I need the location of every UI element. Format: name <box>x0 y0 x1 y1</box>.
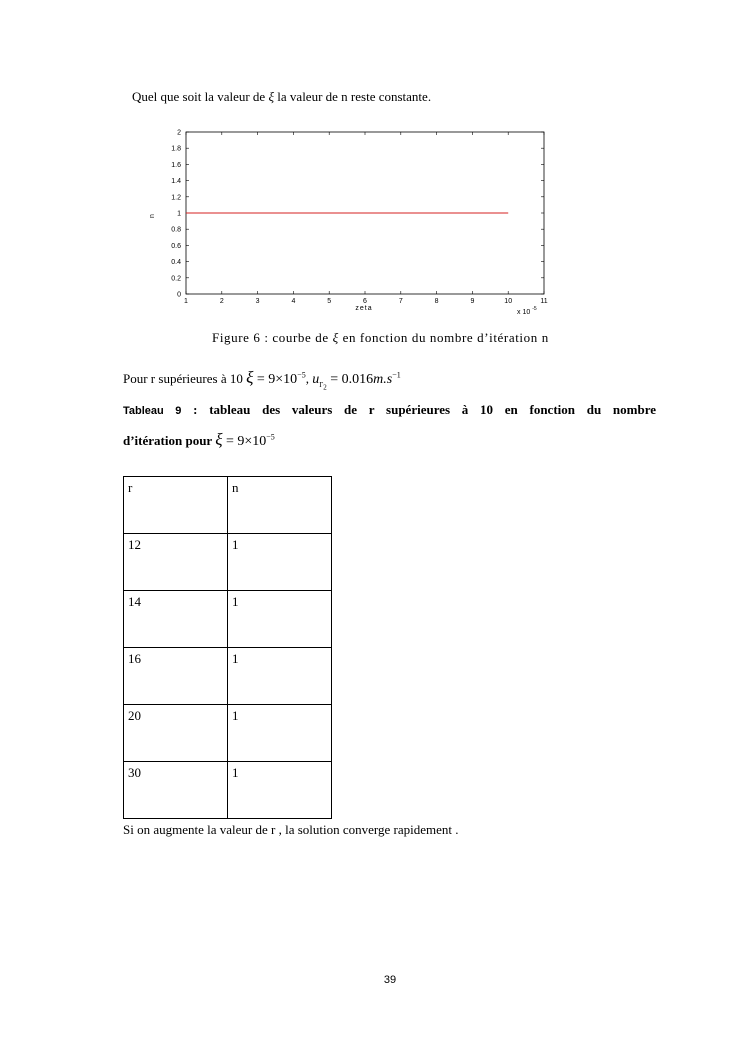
table-caption-text: : tableau des valeurs de r supérieures à 10 en fonction du nombre <box>193 402 656 417</box>
table-header-row <box>124 477 332 534</box>
table-header-cell: r <box>124 477 228 534</box>
table-cell: 20 <box>124 705 228 762</box>
figure-caption-after: en fonction du nombre d’itération n <box>342 330 549 345</box>
x-scale-exponent: -5 <box>532 306 537 312</box>
intro-sentence <box>132 89 431 105</box>
table-cell: 1 <box>228 534 332 591</box>
y-tick-label: 0.8 <box>171 226 181 234</box>
data-table <box>123 476 332 819</box>
y-tick-label: 1 <box>177 210 181 218</box>
table-header-cell: n <box>228 477 332 534</box>
y-tick-label: 1.2 <box>171 194 181 202</box>
x-tick-label: 5 <box>327 298 332 305</box>
table-row <box>124 591 332 648</box>
table-row <box>124 648 332 705</box>
u-subscript <box>319 381 327 389</box>
table-cell: 1 <box>228 705 332 762</box>
table-cell: 1 <box>228 648 332 705</box>
u-unit-exponent: −1 <box>392 370 401 380</box>
params-separator: , <box>305 371 309 386</box>
x-axis-label: zeta <box>355 305 373 312</box>
x-tick-label: 8 <box>434 298 439 305</box>
table-cell: 12 <box>124 534 228 591</box>
x-tick-label: 9 <box>470 298 475 305</box>
u-unit: m.s <box>373 372 393 387</box>
table-cell: 1 <box>228 591 332 648</box>
params-text: Pour r supérieures à 10 <box>123 371 243 386</box>
figure-caption-before: Figure 6 : courbe de <box>212 330 329 345</box>
figure-6-chart <box>140 124 560 320</box>
table-caption-line1 <box>123 402 656 418</box>
x-tick-label: 2 <box>219 298 224 305</box>
y-tick-label: 0 <box>177 291 181 299</box>
y-tick-label: 1.6 <box>171 161 181 169</box>
parameters-line <box>123 368 401 391</box>
x-scale-label <box>517 306 537 316</box>
intro-text-after: la valeur de n reste constante. <box>277 89 432 104</box>
y-tick-label: 0.6 <box>171 242 181 250</box>
x-tick-label: 11 <box>540 298 548 305</box>
xi-exponent: −5 <box>266 432 275 442</box>
xi-symbol: ξ <box>246 368 254 387</box>
table-caption-text2: d’itération pour <box>123 433 212 448</box>
xi-symbol: ξ <box>332 330 339 345</box>
x-tick-label: 6 <box>363 298 367 305</box>
table-cell: 14 <box>124 591 228 648</box>
x-tick-label: 7 <box>398 298 403 305</box>
table-caption-label: Tableau 9 <box>123 405 182 417</box>
u-symbol: u <box>312 372 320 387</box>
table-caption-line2 <box>123 430 275 450</box>
xi-value: = 9×10 <box>253 372 298 387</box>
table-row <box>124 705 332 762</box>
x-tick-label: 3 <box>255 298 260 305</box>
conclusion-text: Si on augmente la valeur de r , la solution converge rapidement . <box>123 822 459 837</box>
table-row <box>124 762 332 819</box>
y-tick-label: 2 <box>177 129 181 137</box>
y-tick-label: 1.8 <box>171 145 181 153</box>
u-subscript-index: 2 <box>323 382 327 391</box>
xi-symbol: ξ <box>215 430 223 449</box>
y-tick-label: 0.2 <box>171 275 181 283</box>
x-scale-base: x 10 <box>517 309 531 316</box>
y-tick-label: 0.4 <box>171 259 181 267</box>
y-axis-label: n <box>149 214 156 218</box>
table-cell: 16 <box>124 648 228 705</box>
table-row <box>124 534 332 591</box>
table-cell: 30 <box>124 762 228 819</box>
y-tick-label: 1.4 <box>171 178 181 186</box>
figure-caption <box>212 330 549 346</box>
x-tick-label: 4 <box>291 298 296 305</box>
xi-value: = 9×10 <box>222 434 267 449</box>
u-value: = 0.016 <box>326 372 374 387</box>
xi-symbol: ξ <box>268 89 275 104</box>
table-cell: 1 <box>228 762 332 819</box>
x-tick-label: 1 <box>184 298 188 305</box>
intro-text-before: Quel que soit la valeur de <box>132 89 266 104</box>
u-subscript-gamma: Γ <box>319 380 324 389</box>
page-number: 39 <box>383 974 397 986</box>
x-tick-label: 10 <box>504 298 513 305</box>
xi-exponent: −5 <box>297 370 306 380</box>
